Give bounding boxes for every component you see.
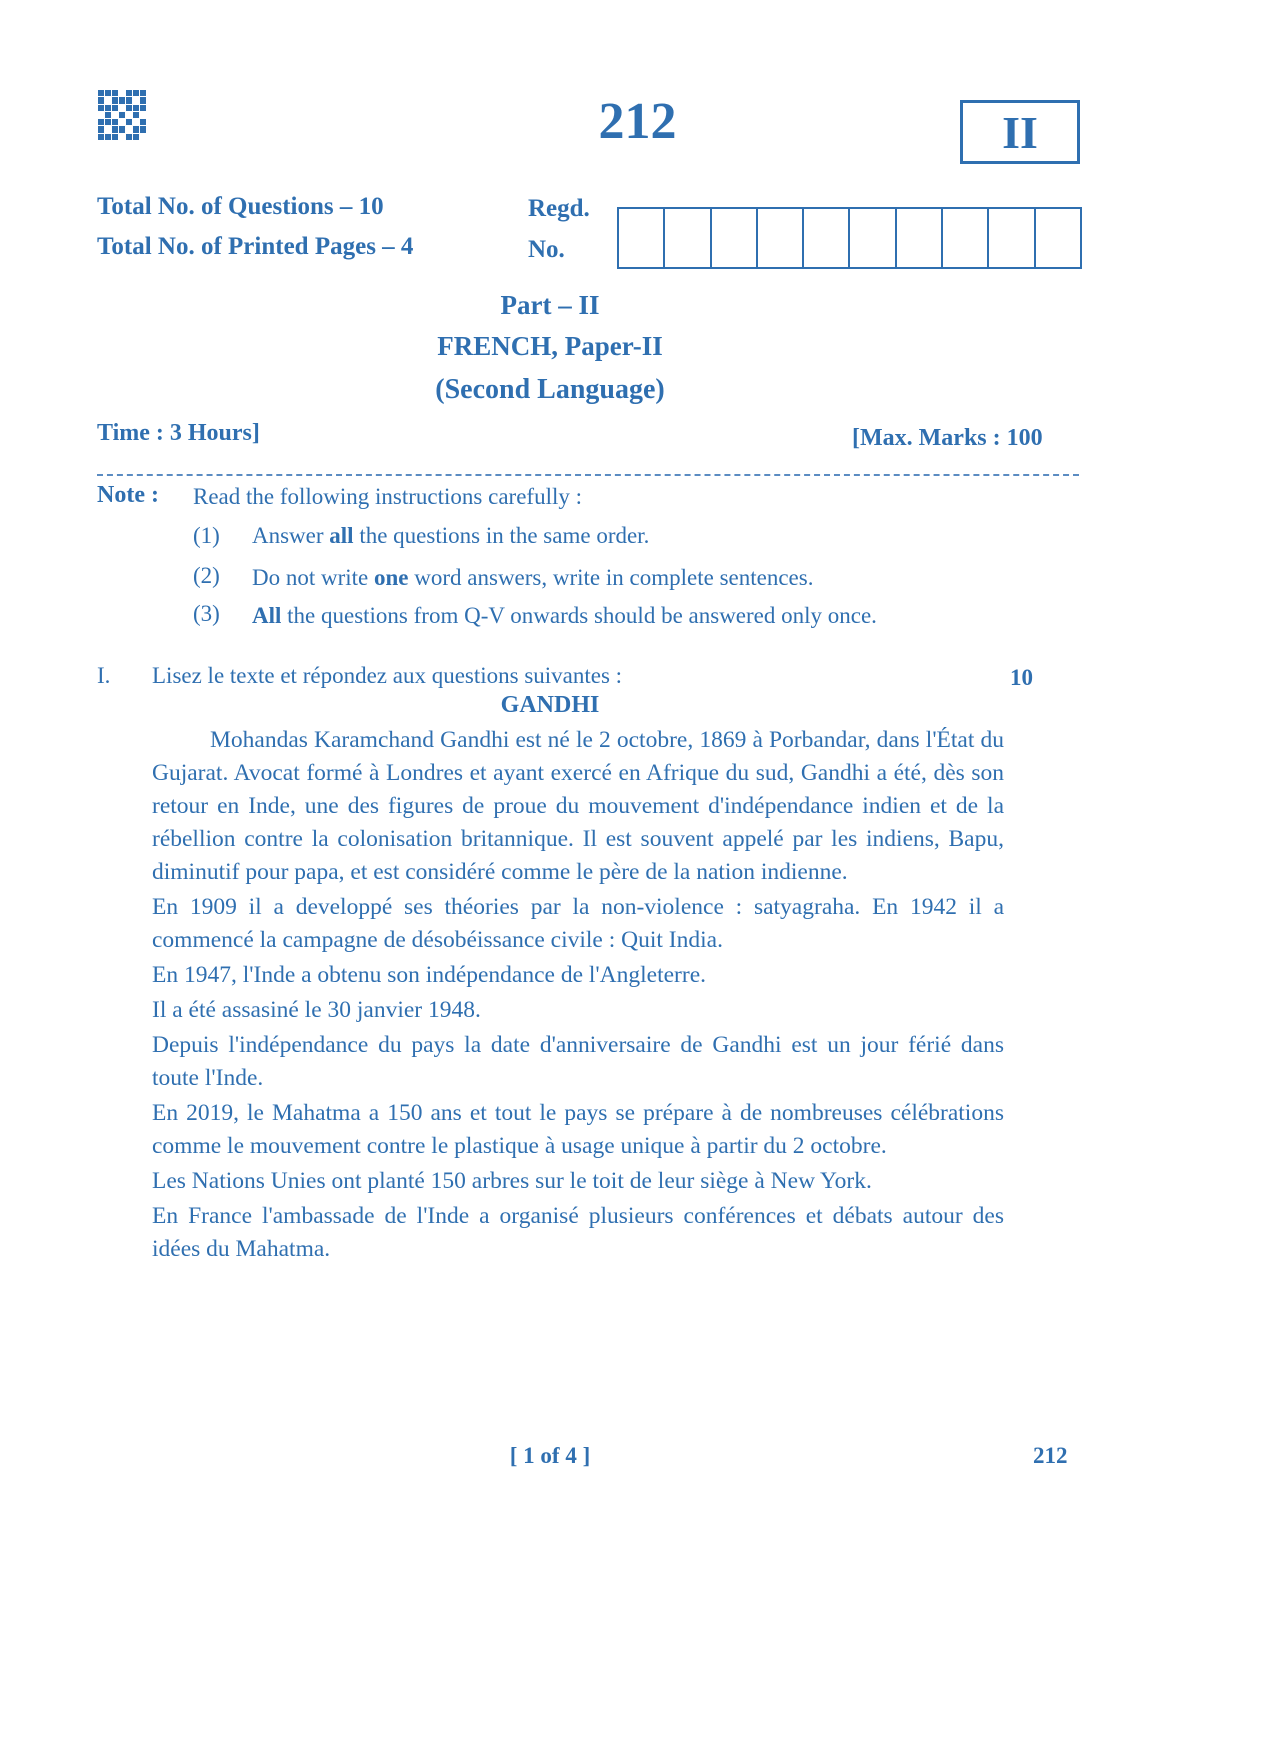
- total-questions: Total No. of Questions – 10: [97, 193, 384, 220]
- note-item-num: (2): [193, 563, 220, 588]
- passage-paragraph: Les Nations Unies ont planté 150 arbres sur le toit de leur siège à New York.: [152, 1168, 872, 1194]
- page-number: [ 1 of 4 ]: [509, 1443, 591, 1468]
- passage-paragraph: Depuis l'indépendance du pays la date d'anniversaire de Gandhi est un jour férié dans toute l'Inde.: [152, 1032, 1004, 1091]
- series-box: [960, 100, 1080, 164]
- passage-paragraph: Il a été assasiné le 30 janvier 1948.: [152, 997, 481, 1023]
- paper-code: 212: [598, 93, 677, 150]
- note-item: Answer all the questions in the same order.: [252, 523, 650, 548]
- question-marks: 10: [1010, 665, 1033, 690]
- regd-label: Regd.: [528, 195, 590, 222]
- max-marks-label: [Max. Marks : 100: [852, 425, 1043, 451]
- note-item: Do not write one word answers, write in complete sentences.: [252, 565, 814, 590]
- total-pages: Total No. of Printed Pages – 4: [97, 233, 414, 260]
- time-label: Time : 3 Hours]: [97, 420, 260, 446]
- subject-title: FRENCH, Paper-II: [437, 331, 663, 361]
- note-item-num: (3): [193, 601, 220, 626]
- passage-paragraph: En 1947, l'Inde a obtenu son indépendance de l'Angleterre.: [152, 962, 707, 988]
- part-label: Part – II: [500, 290, 600, 320]
- passage-paragraph: En 1909 il a developpé ses théories par la non-violence : satyagraha. En 1942 il a commencé la campagne de désobéissance civile : Quit India.: [152, 894, 1004, 953]
- footer-code: 212: [1033, 1443, 1068, 1468]
- passage-paragraph: En 2019, le Mahatma a 150 ans et tout le pays se prépare à de nombreuses célébrations comme le mouvement contre le plastique à usage unique à partir du 2 octobre.: [152, 1100, 1004, 1159]
- note-item-num: (1): [193, 523, 220, 548]
- regd-no-label: No.: [528, 236, 565, 263]
- registration-number-boxes[interactable]: [617, 207, 1082, 269]
- question-number: I.: [97, 663, 111, 688]
- language-label: (Second Language): [435, 374, 665, 405]
- divider: [97, 474, 1079, 476]
- note-intro: Read the following instructions carefully :: [193, 484, 582, 509]
- series-label: II: [1002, 106, 1038, 158]
- passage-paragraph: En France l'ambassade de l'Inde a organisé plusieurs conférences et débats autour des idées du Mahatma.: [152, 1203, 1004, 1262]
- passage-title: GANDHI: [500, 692, 600, 718]
- passage-paragraph: Mohandas Karamchand Gandhi est né le 2 octobre, 1869 à Porbandar, dans l'État du Gujarat. Avocat formé à Londres et ayant exercé en Afrique du sud, Gandhi a été, dès son retour en Inde, une des figures de proue du mouvement d'indépendance indien et de la rébellion contre la colonisation britannique. Il est souvent appelé par les indiens, Bapu, diminutif pour papa, et est considéré comme le père de la nation indienne.: [152, 727, 1004, 885]
- question-instruction: Lisez le texte et répondez aux questions suivantes :: [152, 663, 623, 688]
- note-item: All the questions from Q-V onwards should be answered only once.: [252, 603, 877, 628]
- passage: [152, 724, 1004, 1268]
- note-label: Note :: [97, 482, 159, 508]
